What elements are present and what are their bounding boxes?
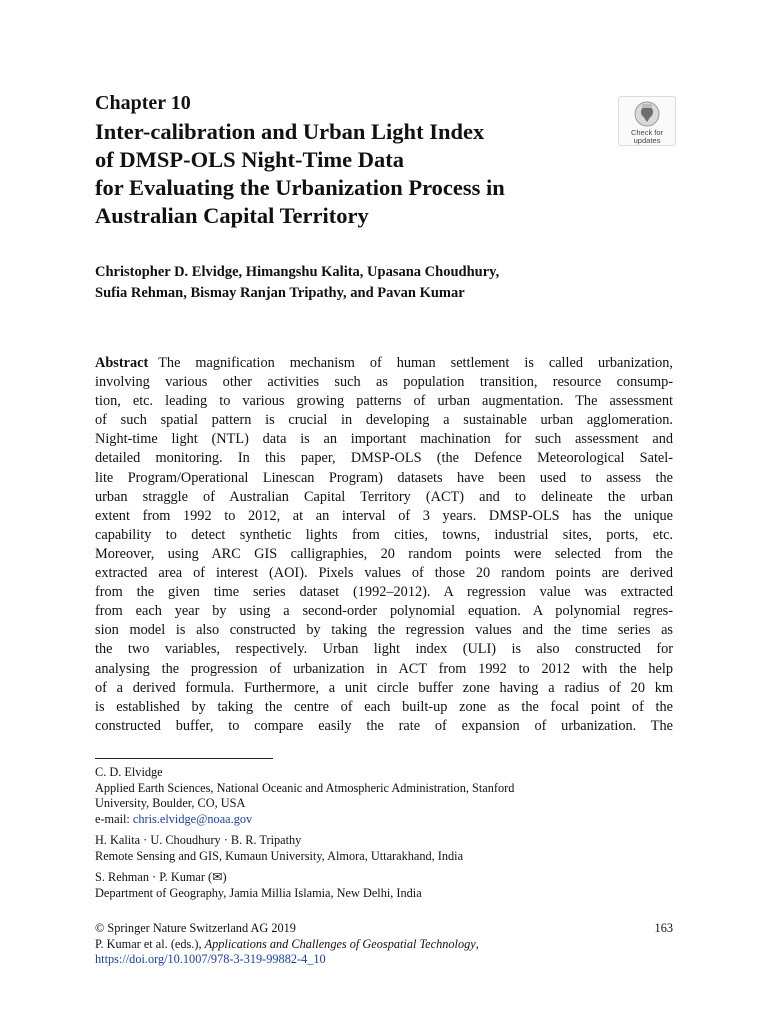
abstract-label: Abstract (95, 355, 149, 371)
affiliation-dept: Department of Geography, Jamia Millia Islamia, New Delhi, India (95, 885, 422, 900)
abstract-line: urban straggle of Australian Capital Territory (ACT) and to delineate the urban (95, 488, 673, 505)
abstract-line: sion model is also constructed by taking the regression values and the time series as (95, 622, 673, 639)
page-footer (95, 921, 673, 968)
abstract-line: is established by taking the centre of each built-up zone as the focal point of the (95, 698, 673, 715)
abstract-line: of a derived formula. Furthermore, a unit circle buffer zone having a radius of 20 km (95, 679, 673, 696)
crossmark-icon (634, 101, 660, 127)
chapter-title-line: for Evaluating the Urbanization Process in (95, 175, 505, 200)
abstract-line: the two variables, respectively. Urban light index (ULI) is also constructed for (95, 641, 673, 658)
chapter-title-line: Inter-calibration and Urban Light Index (95, 119, 485, 144)
check-for-updates-badge[interactable] (618, 96, 676, 146)
affiliations (95, 765, 673, 907)
abstract-line: constructed buffer, to compare easily the rate of expansion of urbanization. The (95, 717, 673, 734)
copyright-text: © Springer Nature Switzerland AG 2019 (95, 921, 296, 935)
page-number: 163 (654, 921, 673, 935)
citation-prefix: P. Kumar et al. (eds.), (95, 936, 205, 951)
abstract (95, 354, 673, 736)
affiliation-block (95, 765, 673, 827)
abstract-line: extracted area of interest (AOI). Pixels values of those 20 random points are derived (95, 565, 673, 582)
badge-text-line: updates (633, 136, 661, 145)
abstract-line-text: The magnification mechanism of human settlement is called urbanization, (158, 355, 673, 371)
affiliation-names: H. Kalita · U. Choudhury · B. R. Tripathy (95, 833, 302, 847)
chapter-title-line: of DMSP-OLS Night-Time Data (95, 147, 404, 172)
author-list (95, 262, 499, 304)
abstract-line (95, 354, 673, 373)
affiliation-names: C. D. Elvidge (95, 765, 163, 779)
doi-link[interactable]: https://doi.org/10.1007/978-3-319-99882-4_10 (95, 952, 326, 966)
affiliation-block (95, 870, 673, 901)
abstract-line: analysing the progression of urbanization in ACT from 1992 to 2012 with the help (95, 660, 673, 677)
badge-text-line: Check for (630, 128, 664, 137)
author-line: Christopher D. Elvidge, Himangshu Kalita, Upasana Choudhury, (95, 264, 500, 280)
abstract-line: extent from 1992 to 2012, at an interval of 3 years. DMSP-OLS has the unique (95, 507, 673, 524)
affiliation-dept: Applied Earth Sciences, National Oceanic and Atmospheric Administration, Stanford (95, 780, 515, 795)
affiliation-email-row (95, 812, 673, 828)
chapter-label: Chapter 10 (95, 92, 191, 114)
abstract-line: Night-time light (NTL) data is an important machination for such assessment and (95, 431, 673, 448)
abstract-line: from each year by using a second-order polynomial equation. A polynomial regres- (95, 603, 673, 620)
affiliation-dept: University, Boulder, CO, USA (95, 796, 246, 810)
abstract-line: capability to detect synthetic lights from cities, towns, industrial sites, ports, etc. (95, 526, 673, 543)
affiliation-dept: Remote Sensing and GIS, Kumaun University, Almora, Uttarakhand, India (95, 848, 464, 863)
abstract-line: lite Program/Operational Linescan Program) datasets have been used to assess the (95, 469, 673, 486)
affiliation-names: S. Rehman · P. Kumar (✉) (95, 870, 227, 884)
affiliation-block (95, 833, 673, 864)
email-label: e-mail: (95, 811, 133, 826)
abstract-line: tion, etc. leading to various growing patterns of urban augmentation. The assessment (95, 393, 673, 410)
abstract-line: of such spatial pattern is crucial in developing a sustainable urban agglomeration. (95, 412, 673, 429)
footer-row (95, 921, 673, 937)
citation-suffix: , (475, 936, 479, 951)
chapter-title (95, 118, 615, 230)
abstract-line: from the given time series dataset (1992–2012). A regression value was extracted (95, 584, 673, 601)
chapter-title-line: Australian Capital Territory (95, 203, 369, 228)
abstract-line: involving various other activities such as population transition, resource consump- (95, 374, 673, 391)
book-title: Applications and Challenges of Geospatial Technology (204, 936, 476, 951)
author-line: Sufia Rehman, Bismay Ranjan Tripathy, and Pavan Kumar (95, 285, 465, 301)
email-link[interactable]: chris.elvidge@noaa.gov (132, 811, 253, 826)
abstract-line: detailed monitoring. In this paper, DMSP-OLS (the Defence Meteorological Satel- (95, 450, 673, 467)
abstract-line: Moreover, using ARC GIS calligraphies, 20 random points were selected from the (95, 545, 673, 562)
footnote-divider (95, 758, 273, 759)
citation-line (95, 937, 673, 953)
